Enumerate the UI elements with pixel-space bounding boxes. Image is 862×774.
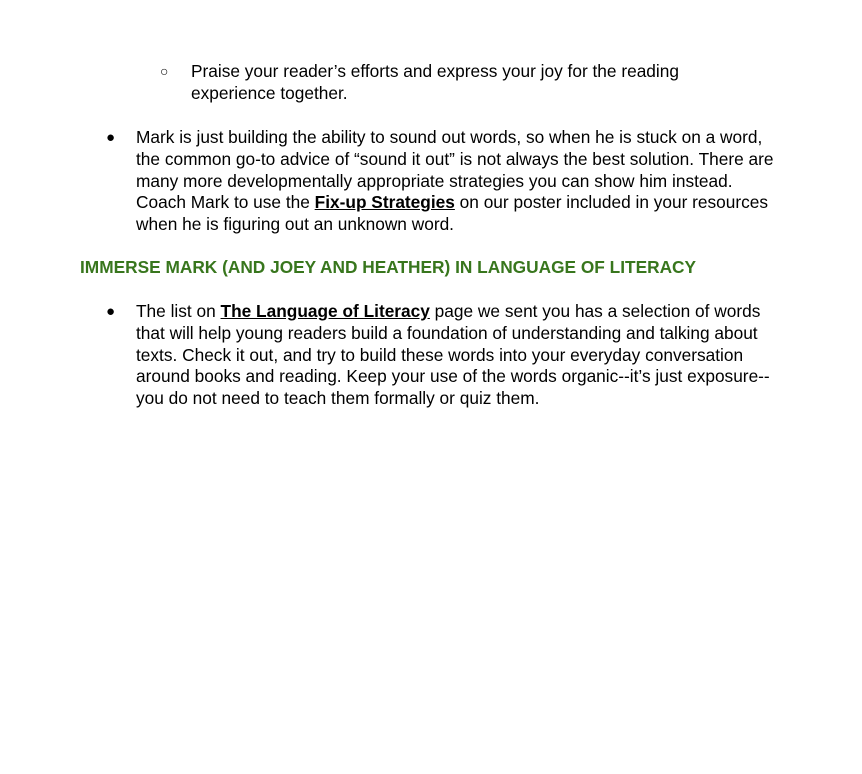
list-item-text: [136, 127, 786, 236]
filled-circle-bullet-icon: ●: [106, 303, 116, 320]
sub-list-item: [160, 61, 780, 105]
language-of-literacy-link[interactable]: The Language of Literacy: [220, 301, 430, 321]
fix-up-strategies-link[interactable]: Fix-up Strategies: [314, 192, 455, 213]
list-item: [106, 301, 786, 410]
list-item-text-after-link: on our poster included in your resources when he is figuring out an unknown word.: [136, 192, 769, 235]
list-item-text: [136, 301, 786, 410]
filled-circle-bullet-icon: ●: [106, 129, 116, 146]
list-item-text-before-link: The list on: [136, 301, 221, 321]
section-heading: IMMERSE MARK (AND JOEY AND HEATHER) IN LANGUAGE OF LITERACY: [80, 257, 697, 277]
hollow-circle-bullet-icon: ○: [160, 63, 169, 79]
sub-list-item-text: Praise your reader’s efforts and express your joy for the reading experience together.: [191, 61, 679, 103]
list-item: [106, 127, 786, 236]
list-item-text-before-link: Mark is just building the ability to sound out words, so when he is stuck on a word, the common go-to advice of “sound it out” is not always the best solution. There are many more developmentally appropriate strategies you can show him instead. Coach Mark to use the: [136, 127, 774, 213]
list-item-text-after-link: page we sent you has a selection of words that will help young readers build a foundation of understanding and talking about texts. Check it out, and try to build these words into your everyday conversation around books and reading. Keep your use of the words organic--it’s just exposure--you do not need to teach them formally or quiz them.: [136, 301, 770, 409]
